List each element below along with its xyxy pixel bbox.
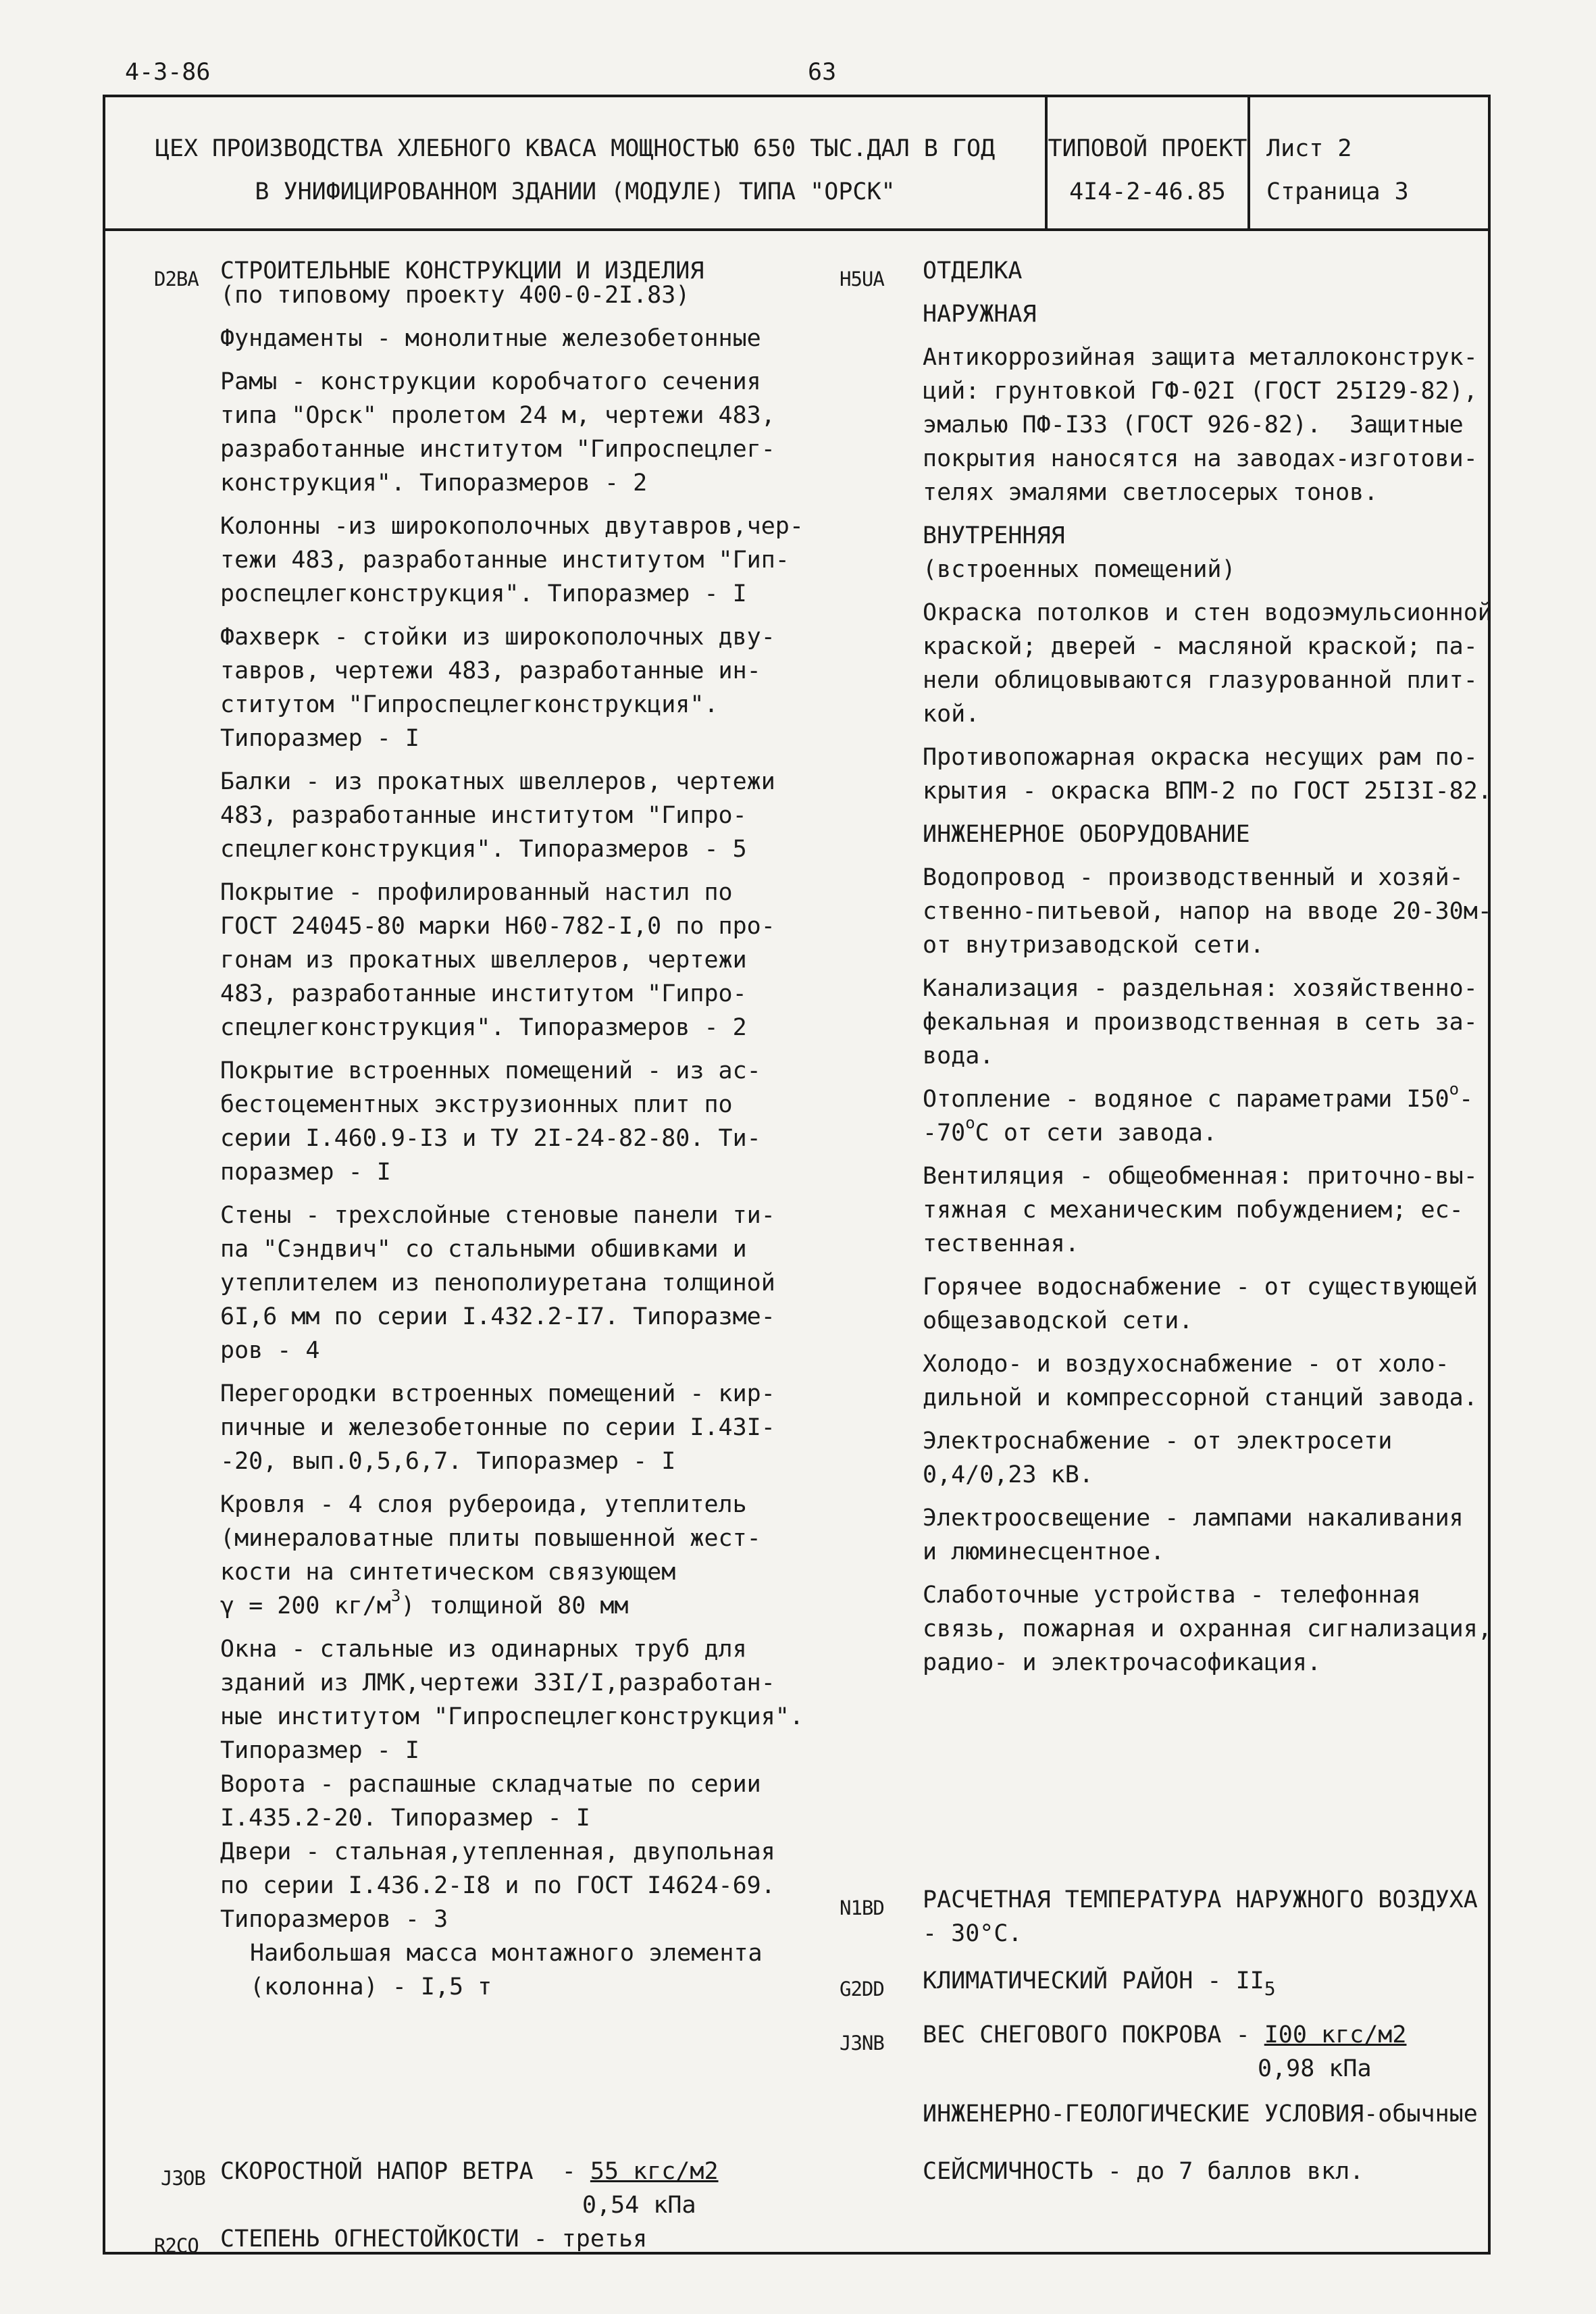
- list-item: радио- и электрочасофикация.: [923, 1649, 1322, 1676]
- list-item: поразмер - I: [220, 1159, 391, 1186]
- list-item: крытия - окраска ВПМ-2 по ГОСТ 25I3I-82.: [923, 778, 1492, 805]
- left-column: [220, 254, 804, 2004]
- snow-label: ВЕС СНЕГОВОГО ПОКРОВА -: [923, 2021, 1264, 2048]
- list-item: тественная.: [923, 1230, 1079, 1257]
- list-item: Кровля - 4 слоя рубероида, утеплитель: [220, 1491, 747, 1518]
- list-item: Электроснабжение - от электросети: [923, 1428, 1393, 1455]
- list-item: разработанные институтом "Гипроспецлег-: [220, 436, 775, 463]
- list-item: краской; дверей - масляной краской; па-: [923, 633, 1478, 660]
- halftimber-block: [220, 620, 804, 755]
- list-item: (минераловатные плиты повышенной жест-: [220, 1525, 761, 1552]
- gates-block: [220, 1767, 804, 1835]
- list-item: конструкция". Типоразмеров - 2: [220, 470, 648, 497]
- list-item: - 30°С.: [923, 1920, 1023, 1947]
- list-item: дильной и компрессорной станций завода.: [923, 1384, 1478, 1411]
- list-item: кости на синтетическом связующем: [220, 1559, 676, 1586]
- tag-wind: J3OB: [161, 2167, 205, 2190]
- list-item: и люминесцентное.: [923, 1538, 1165, 1565]
- climate-block: КЛИМАТИЧЕСКИЙ РАЙОН - $II_5$: [923, 1967, 1276, 2000]
- title-cell: [105, 97, 1048, 228]
- list-item: бестоцементных экструзионных плит по: [220, 1091, 733, 1118]
- list-item: ций: грунтовкой ГФ-02I (ГОСТ 25I29-82),: [923, 378, 1478, 405]
- roof-density: γ = 200 $кг/м^3$) толщиной 80 мм: [220, 1586, 629, 1619]
- list-item: Холодо- и воздухоснабжение - от холо-: [923, 1351, 1449, 1378]
- wind-value: 55 кгс/м2: [590, 2158, 719, 2185]
- list-item: ственно-питьевой, напор на вводе 20-30м-: [923, 898, 1492, 925]
- tag-snow: J3NB: [840, 2032, 884, 2055]
- list-item: Стены - трехслойные стеновые панели ти-: [220, 1202, 775, 1229]
- list-item: Горячее водоснабжение - от существующей: [923, 1274, 1478, 1301]
- list-item: 483, разработанные институтом "Гипро-: [220, 802, 747, 829]
- beams-block: [220, 765, 804, 866]
- wind-value-kpa: 0,54 кПа: [582, 2192, 696, 2219]
- structures-subtitle: (по типовому проекту 400-0-2I.83): [220, 282, 690, 309]
- page-number: 63: [808, 59, 837, 86]
- project-number: 4I4-2-46.85: [1069, 178, 1226, 205]
- list-item: тежи 483, разработанные институтом "Гип-: [220, 547, 790, 574]
- foundations: Фундаменты - монолитные железобетонные: [220, 325, 761, 352]
- list-item: ГОСТ 24045-80 марки Н60-782-I,0 по про-: [220, 913, 775, 940]
- list-item: Противопожарная окраска несущих рам по-: [923, 744, 1478, 771]
- title-block: [105, 97, 1488, 231]
- walls-block: [220, 1199, 804, 1367]
- columns-block: [220, 509, 804, 611]
- interior-block: [923, 596, 1492, 731]
- list-item: Вентиляция - общеобменная: приточно-вы-: [923, 1163, 1478, 1190]
- tag-finishing: H5UA: [840, 268, 884, 291]
- list-item: па "Сэндвич" со стальными обшивками и: [220, 1236, 747, 1263]
- list-item: роспецлегконструкция". Типоразмер - I: [220, 580, 747, 607]
- power-block: [923, 1424, 1492, 1492]
- list-item: Окна - стальные из одинарных труб для: [220, 1636, 747, 1663]
- list-item: 0,4/0,23 кВ.: [923, 1461, 1093, 1488]
- list-item: зданий из ЛМК,чертежи 33I/I,разработан-: [220, 1669, 775, 1696]
- list-item: Балки - из прокатных швеллеров, чертежи: [220, 768, 775, 795]
- list-item: кой.: [923, 701, 980, 728]
- hot-water-block: [923, 1270, 1492, 1338]
- doors-block: [220, 1835, 804, 1936]
- tag-temp: N1BD: [840, 1896, 884, 1919]
- sheet-label: Лист 2: [1266, 135, 1352, 162]
- sheet-cell: [1250, 97, 1491, 228]
- cold-air-block: [923, 1347, 1492, 1415]
- interior-subtitle: (встроенных помещений): [923, 556, 1236, 583]
- snow-block: [923, 2018, 1406, 2086]
- list-item: Наибольшая масса монтажного элемента: [250, 1940, 763, 1967]
- list-item: Водопровод - производственный и хозяй-: [923, 864, 1464, 891]
- builtin-roofing-block: [220, 1054, 804, 1189]
- lighting-block: [923, 1501, 1492, 1569]
- document-code: 4-3-86: [125, 59, 211, 86]
- list-item: -20, вып.0,5,6,7. Типоразмер - I: [220, 1448, 676, 1475]
- list-item: спецлегконструкция". Типоразмеров - 5: [220, 836, 747, 863]
- exterior-title: НАРУЖНАЯ: [923, 301, 1037, 328]
- list-item: ные институтом "Гипроспецлегконструкция".: [220, 1703, 804, 1730]
- list-item: I.435.2-20. Типоразмер - I: [220, 1805, 590, 1832]
- list-item: РАСЧЕТНАЯ ТЕМПЕРАТУРА НАРУЖНОГО ВОЗДУХА: [923, 1886, 1478, 1913]
- list-item: гонам из прокатных швеллеров, чертежи: [220, 947, 747, 974]
- low-current-block: [923, 1578, 1492, 1680]
- list-item: Перегородки встроенных помещений - кир-: [220, 1380, 775, 1407]
- list-item: Канализация - раздельная: хозяйственно-: [923, 975, 1478, 1002]
- list-item: связь, пожарная и охранная сигнализация,: [923, 1615, 1492, 1642]
- interior-title: ВНУТРЕННЯЯ: [923, 522, 1065, 549]
- list-item: Антикоррозийная защита металлоконструк-: [923, 344, 1478, 371]
- tag-fire: R2CO: [154, 2234, 199, 2257]
- tag-climate: G2DD: [840, 1978, 884, 2001]
- list-item: Типоразмер - I: [220, 725, 420, 752]
- list-item: фекальная и производственная в сеть за-: [923, 1009, 1478, 1036]
- list-item: Покрытие встроенных помещений - из ас-: [220, 1057, 761, 1084]
- snow-value-kpa: 0,98 кПа: [1258, 2055, 1372, 2082]
- list-item: Типоразмеров - 3: [220, 1906, 448, 1933]
- list-item: (колонна) - I,5 т: [250, 1973, 492, 2001]
- water-block: [923, 861, 1492, 962]
- list-item: Ворота - распашные складчатые по серии: [220, 1771, 761, 1798]
- list-item: покрытия наносятся на заводах-изготови-: [923, 445, 1478, 472]
- temperature-block: [923, 1883, 1478, 1951]
- list-item: утеплителем из пенополиуретана толщиной: [220, 1269, 775, 1297]
- wind-label: СКОРОСТНОЙ НАПОР ВЕТРА -: [220, 2158, 590, 2185]
- geology: ИНЖЕНЕРНО-ГЕОЛОГИЧЕСКИЕ УСЛОВИЯ-обычные: [923, 2101, 1478, 2128]
- document-frame: [103, 95, 1491, 2255]
- list-item: по серии I.436.2-I8 и по ГОСТ I4624-69.: [220, 1872, 775, 1899]
- list-item: 483, разработанные институтом "Гипро-: [220, 980, 747, 1007]
- engineering-title: ИНЖЕНЕРНОЕ ОБОРУДОВАНИЕ: [923, 821, 1250, 848]
- roofing-block: [220, 876, 804, 1045]
- list-item: тавров, чертежи 483, разработанные ин-: [220, 657, 761, 684]
- partitions-block: [220, 1377, 804, 1478]
- windows-block: [220, 1632, 804, 1767]
- title-line-1: ЦЕХ ПРОИЗВОДСТВА ХЛЕБНОГО КВАСА МОЩНОСТЬЮ 650 ТЫС.ДАЛ В ГОД: [155, 135, 996, 162]
- list-item: Окраска потолков и стен водоэмульсионной: [923, 599, 1492, 626]
- fireproof-block: [923, 740, 1492, 808]
- list-item: общезаводской сети.: [923, 1307, 1193, 1334]
- sewer-block: [923, 972, 1492, 1073]
- list-item: от внутризаводской сети.: [923, 932, 1264, 959]
- project-cell: [1048, 97, 1250, 228]
- page-label: Страница 3: [1266, 178, 1409, 205]
- seismic: СЕЙСМИЧНОСТЬ - до 7 баллов вкл.: [923, 2158, 1364, 2185]
- list-item: Отопление - водяное с параметрами I50$^o$-: [923, 1080, 1474, 1113]
- list-item: ров - 4: [220, 1337, 320, 1364]
- list-item: Электроосвещение - лампами накаливания: [923, 1505, 1464, 1532]
- list-item: спецлегконструкция". Типоразмеров - 2: [220, 1014, 747, 1041]
- wind-block: [220, 2155, 719, 2222]
- list-item: эмалью ПФ-I33 (ГОСТ 926-82). Защитные: [923, 411, 1464, 438]
- list-item: тяжная с механическим побуждением; ес-: [923, 1197, 1464, 1224]
- exterior-block: [923, 341, 1492, 509]
- max-mass-block: [220, 1936, 804, 2004]
- list-item: Колонны -из широкополочных двутавров,чер-: [220, 513, 804, 540]
- list-item: пичные и железобетонные по серии I.43I-: [220, 1414, 775, 1441]
- list-item: телях эмалями светлосерых тонов.: [923, 479, 1379, 506]
- list-item: Фахверк - стойки из широкополочных дву-: [220, 624, 775, 651]
- roof-block: [220, 1488, 804, 1623]
- list-item: серии I.460.9-I3 и ТУ 2I-24-82-80. Ти-: [220, 1125, 761, 1152]
- list-item: Рамы - конструкции коробчатого сечения: [220, 368, 761, 395]
- list-item: 6I,6 мм по серии I.432.2-I7. Типоразме-: [220, 1303, 775, 1330]
- list-item: вода.: [923, 1042, 994, 1070]
- list-item: ститутом "Гипроспецлегконструкция".: [220, 691, 719, 718]
- fire-resistance: СТЕПЕНЬ ОГНЕСТОЙКОСТИ - третья: [220, 2225, 648, 2253]
- list-item: Слаботочные устройства - телефонная: [923, 1582, 1421, 1609]
- list-item: типа "Орск" пролетом 24 м, чертежи 483,: [220, 402, 775, 429]
- project-label: ТИПОВОЙ ПРОЕКТ: [1048, 135, 1247, 162]
- frames-block: [220, 365, 804, 500]
- list-item: Типоразмер - I: [220, 1737, 420, 1764]
- finishing-title: ОТДЕЛКА: [923, 257, 1023, 284]
- structures-title: СТРОИТЕЛЬНЫЕ КОНСТРУКЦИИ И ИЗДЕЛИЯ: [220, 257, 704, 284]
- snow-value: I00 кгс/м2: [1264, 2021, 1407, 2048]
- tag-structures: D2BA: [154, 268, 199, 291]
- ventilation-block: [923, 1159, 1492, 1261]
- list-item: Двери - стальная,утепленная, двупольная: [220, 1838, 775, 1865]
- heating-block: [923, 1082, 1492, 1150]
- title-line-2: В УНИФИЦИРОВАННОМ ЗДАНИИ (МОДУЛЕ) ТИПА "ОРСК": [255, 178, 896, 205]
- list-item: -70$^o$С от сети завода.: [923, 1113, 1217, 1147]
- list-item: нели облицовываются глазурованной плит-: [923, 667, 1478, 694]
- right-column: [923, 254, 1492, 1680]
- list-item: Покрытие - профилированный настил по: [220, 879, 733, 906]
